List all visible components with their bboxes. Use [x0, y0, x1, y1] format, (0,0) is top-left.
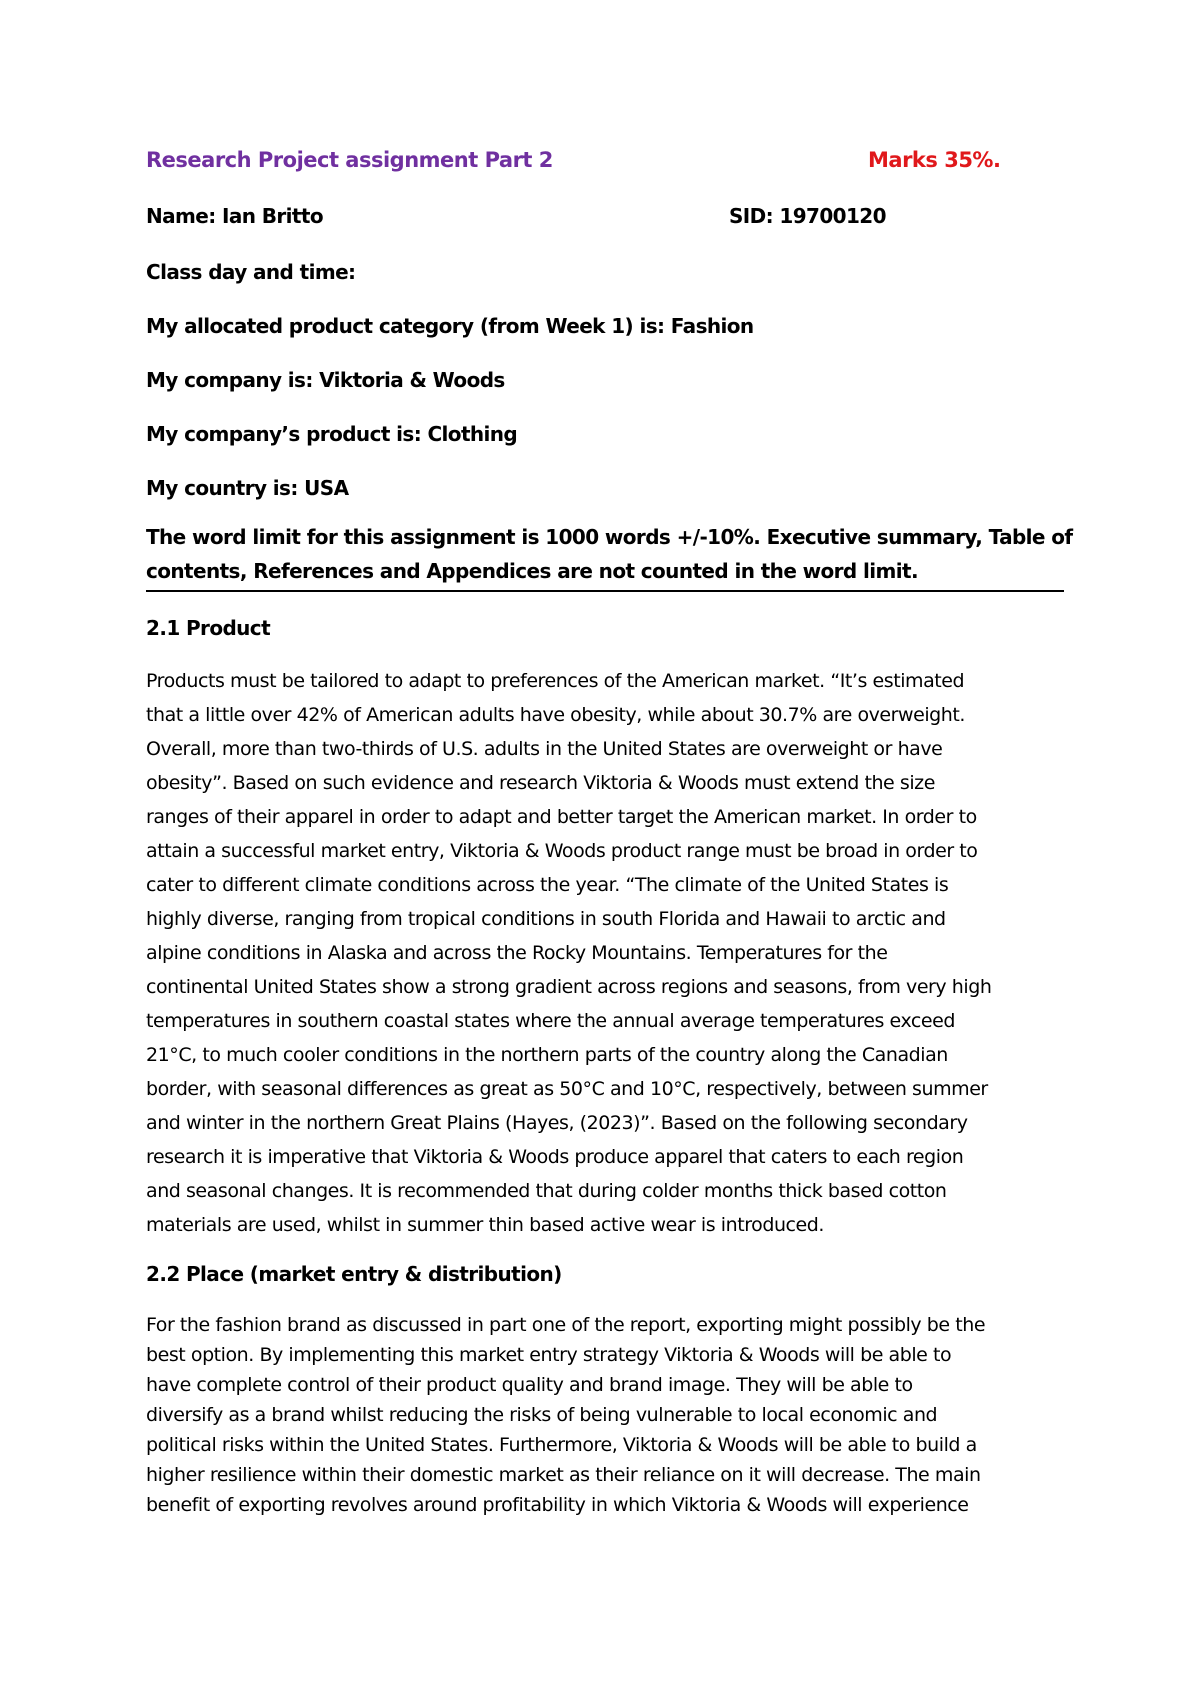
- word-limit-note: [146, 520, 1073, 592]
- assignment-title: Research Project assignment Part 2: [146, 148, 553, 172]
- paragraph-line: cater to different climate conditions across the year. “The climate of the United States is: [146, 874, 949, 896]
- paragraph-line: border, with seasonal differences as great as 50°C and 10°C, respectively, between summer: [146, 1078, 988, 1100]
- paragraph-line: benefit of exporting revolves around profitability in which Viktoria & Woods will experience: [146, 1494, 969, 1516]
- paragraph-line: alpine conditions in Alaska and across the Rocky Mountains. Temperatures for the: [146, 942, 888, 964]
- company: My company is: Viktoria & Woods: [146, 368, 505, 392]
- name-sid-row: [146, 204, 1064, 232]
- paragraph-line: 21°C, to much cooler conditions in the northern parts of the country along the Canadian: [146, 1044, 948, 1066]
- marks-label: Marks 35%.: [868, 148, 1001, 172]
- paragraph-line: research it is imperative that Viktoria & Woods produce apparel that caters to each region: [146, 1146, 964, 1168]
- class-day-time: Class day and time:: [146, 260, 356, 284]
- paragraph-line: highly diverse, ranging from tropical conditions in south Florida and Hawaii to arctic and: [146, 908, 946, 930]
- word-limit-line: The word limit for this assignment is 1000 words +/-10%. Executive summary, Table of: [146, 525, 1073, 549]
- student-id: SID: 19700120: [729, 204, 886, 228]
- paragraph-line: continental United States show a strong gradient across regions and seasons, from very high: [146, 976, 992, 998]
- student-name: Name: Ian Britto: [146, 204, 323, 228]
- title-row: [146, 148, 1064, 182]
- paragraph-line: and seasonal changes. It is recommended that during colder months thick based cotton: [146, 1180, 947, 1202]
- paragraph-line: Products must be tailored to adapt to preferences of the American market. “It’s estimated: [146, 670, 965, 692]
- paragraph-line: and winter in the northern Great Plains (Hayes, (2023)”. Based on the following secondary: [146, 1112, 968, 1134]
- paragraph-line: best option. By implementing this market entry strategy Viktoria & Woods will be able to: [146, 1344, 952, 1366]
- paragraph-line: diversify as a brand whilst reducing the risks of being vulnerable to local economic and: [146, 1404, 938, 1426]
- paragraph-line: obesity”. Based on such evidence and research Viktoria & Woods must extend the size: [146, 772, 935, 794]
- paragraph-line: political risks within the United States. Furthermore, Viktoria & Woods will be able to build a: [146, 1434, 977, 1456]
- paragraph-line: materials are used, whilst in summer thin based active wear is introduced.: [146, 1214, 824, 1236]
- paragraph-line: attain a successful market entry, Viktoria & Woods product range must be broad in order to: [146, 840, 978, 862]
- paragraph-line: Overall, more than two-thirds of U.S. adults in the United States are overweight or have: [146, 738, 943, 760]
- section-heading-place: 2.2 Place (market entry & distribution): [146, 1262, 562, 1286]
- paragraph-line: ranges of their apparel in order to adapt and better target the American market. In order to: [146, 806, 977, 828]
- product-paragraph: [146, 664, 1064, 1242]
- place-paragraph: [146, 1310, 1064, 1520]
- paragraph-line: temperatures in southern coastal states where the annual average temperatures exceed: [146, 1010, 956, 1032]
- country: My country is: USA: [146, 476, 349, 500]
- company-product: My company’s product is: Clothing: [146, 422, 518, 446]
- paragraph-line: that a little over 42% of American adults have obesity, while about 30.7% are overweight.: [146, 704, 965, 726]
- word-limit-line: contents, References and Appendices are not counted in the word limit.: [146, 559, 918, 583]
- paragraph-line: higher resilience within their domestic market as their reliance on it will decrease. The main: [146, 1464, 981, 1486]
- paragraph-line: have complete control of their product quality and brand image. They will be able to: [146, 1374, 913, 1396]
- product-category: My allocated product category (from Week 1) is: Fashion: [146, 314, 754, 338]
- paragraph-line: For the fashion brand as discussed in part one of the report, exporting might possibly be the: [146, 1314, 986, 1336]
- section-heading-product: 2.1 Product: [146, 616, 271, 640]
- document-page: [146, 148, 1073, 1520]
